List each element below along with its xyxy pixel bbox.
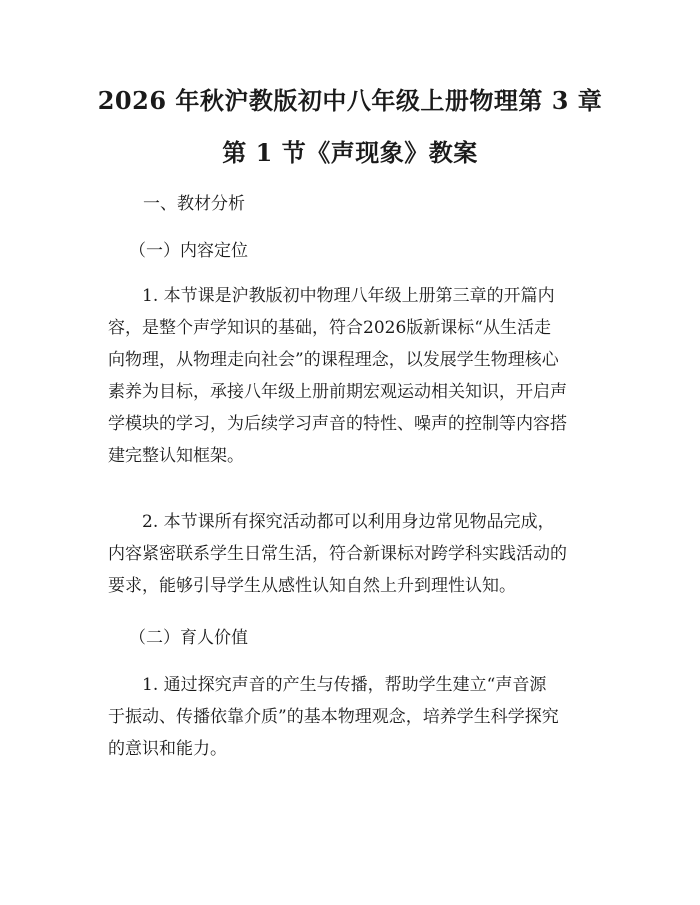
paragraph-line: 容，是整个声学知识的基础，符合2026版新课标“从生活走 bbox=[108, 318, 551, 338]
paragraph-line: 向物理，从物理走向社会”的课程理念，以发展学生物理核心 bbox=[108, 350, 559, 370]
subsection-heading-content-positioning: （一）内容定位 bbox=[129, 241, 248, 261]
section-heading-textbook-analysis: 一、教材分析 bbox=[143, 194, 245, 214]
paragraph-line: 素养为目标，承接八年级上册前期宏观运动相关知识，开启声 bbox=[108, 382, 567, 402]
subsection-heading-educational-value: （二）育人价值 bbox=[129, 628, 248, 648]
paragraph-line: 2. 本节课所有探究活动都可以利用身边常见物品完成， bbox=[108, 512, 555, 532]
paragraph-1 bbox=[108, 280, 600, 472]
paragraph-line: 内容紧密联系学生日常生活，符合新课标对跨学科实践活动的 bbox=[108, 544, 567, 564]
paragraph-line: 于振动、传播依靠介质”的基本物理观念，培养学生科学探究 bbox=[108, 707, 559, 727]
paragraph-line: 要求，能够引导学生从感性认知自然上升到理性认知。 bbox=[108, 576, 516, 596]
paragraph-line: 的意识和能力。 bbox=[108, 739, 227, 759]
paragraph-3 bbox=[108, 669, 600, 765]
document-title-line-1: 2026 年秋沪教版初中八年级上册物理第 3 章 bbox=[97, 86, 603, 115]
document-title-line-2: 第 1 节《声现象》教案 bbox=[222, 138, 478, 167]
paragraph-2 bbox=[108, 506, 600, 602]
paragraph-line: 1. 通过探究声音的产生与传播，帮助学生建立“声音源 bbox=[108, 675, 547, 695]
paragraph-line: 建完整认知框架。 bbox=[108, 446, 244, 466]
paragraph-line: 1. 本节课是沪教版初中物理八年级上册第三章的开篇内 bbox=[108, 286, 555, 306]
paragraph-line: 学模块的学习，为后续学习声音的特性、噪声的控制等内容搭 bbox=[108, 414, 567, 434]
